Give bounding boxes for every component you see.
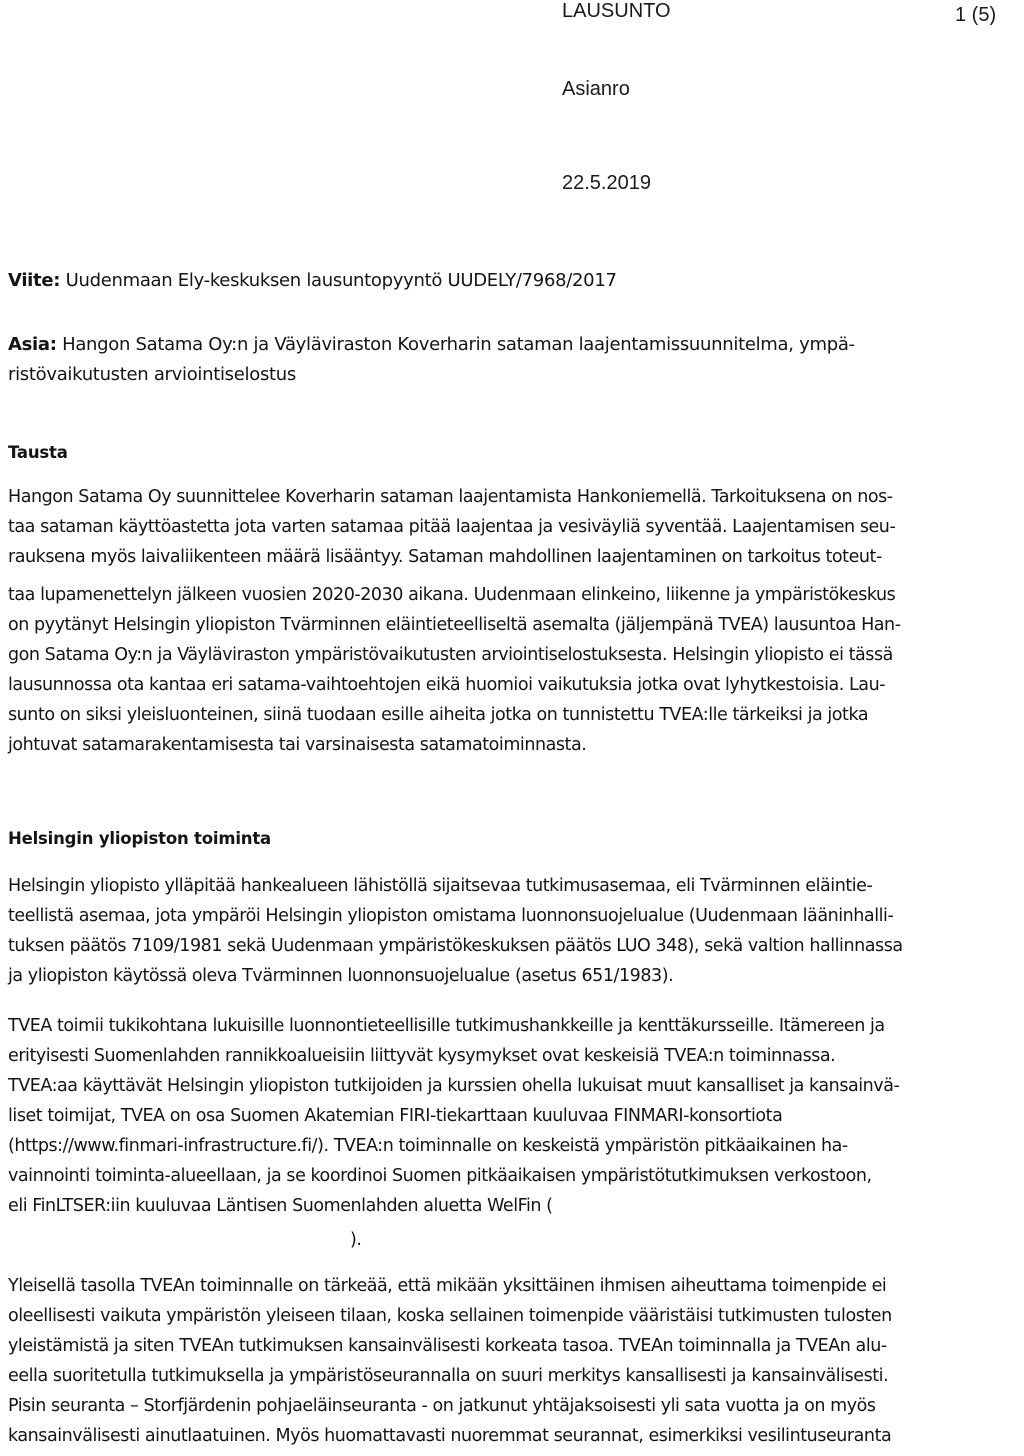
- reference-text: Uudenmaan Ely-keskuksen lausuntopyyntö UUDELY/7968/2017: [60, 270, 617, 291]
- subject-label: Asia:: [8, 334, 57, 355]
- paragraph-line: ja yliopiston käytössä oleva Tvärminnen luonnonsuojelualue (asetus 651/1983).: [8, 966, 674, 986]
- paragraph-line: tuksen päätös 7109/1981 sekä Uudenmaan ympäristökeskuksen päätös LUO 348), sekä valtion hallinnassa: [8, 936, 903, 956]
- section-heading-toiminta: Helsingin yliopiston toiminta: [8, 829, 271, 848]
- paragraph-line: rauksena myös laivaliikenteen määrä lisääntyy. Sataman mahdollinen laajentaminen on tarkoitus toteut-: [8, 547, 882, 567]
- paragraph-line: yleistämistä ja siten TVEAn tutkimuksen kansainvälisesti korkeata tasoa. TVEAn toiminnalla ja TVEAn alu-: [8, 1336, 887, 1356]
- paragraph-line: (https://www.finmari-infrastructure.fi/). TVEA:n toiminnalle on keskeistä ympäristön pitkäaikainen ha-: [8, 1136, 848, 1156]
- case-number-label: Asianro: [562, 78, 630, 100]
- paragraph-line: sunto on siksi yleisluonteinen, siinä tuodaan esille aiheita jotka on tunnistettu TVEA:lle tärkeiksi ja jotka: [8, 705, 869, 725]
- paragraph-line: eli FinLTSER:iin kuuluvaa Läntisen Suomenlahden aluetta WelFin (: [8, 1196, 553, 1216]
- reference-label: Viite:: [8, 270, 61, 291]
- paragraph-line: lausunnossa ota kantaa eri satama-vaihtoehtojen eikä huomioi vaikutuksia jotka ovat lyhytkestoisia. Lau-: [8, 675, 886, 695]
- document-date: 22.5.2019: [562, 172, 651, 194]
- reference-line: [8, 270, 617, 291]
- paragraph-line: erityisesti Suomenlahden rannikkoalueisiin liittyvät kysymykset ovat keskeisiä TVEA:n toiminnassa.: [8, 1046, 836, 1066]
- paragraph-line: teellistä asemaa, jota ympäröi Helsingin yliopiston omistama luonnonsuojelualue (Uudenmaan lääninhalli-: [8, 906, 894, 926]
- subject-line-1: [8, 334, 855, 355]
- paragraph-line: liset toimijat, TVEA on osa Suomen Akatemian FIRI-tiekarttaan kuuluvaa FINMARI-konsortiota: [8, 1106, 783, 1126]
- section-heading-tausta: Tausta: [8, 443, 68, 462]
- page-number: 1 (5): [955, 4, 997, 26]
- document-type-label: LAUSUNTO: [562, 0, 671, 22]
- paragraph-line: Hangon Satama Oy suunnittelee Koverharin sataman laajentamista Hankoniemellä. Tarkoituksena on nos-: [8, 487, 893, 507]
- paragraph-line: Helsingin yliopisto ylläpitää hankealueen lähistöllä sijaitsevaa tutkimusasemaa, eli Tvärminnen eläintie-: [8, 876, 873, 896]
- paragraph-line: TVEA toimii tukikohtana lukuisille luonnontieteellisille tutkimushankkeille ja kenttäkursseille. Itämereen ja: [8, 1016, 885, 1036]
- paragraph-line: eella suoritetulla tutkimuksella ja ympäristöseurannalla on suuri merkitys kansallisesti ja kansainvälisesti.: [8, 1366, 889, 1386]
- subject-line-2: ristövaikutusten arviointiselostus: [8, 364, 296, 385]
- paragraph-line: taa lupamenettelyn jälkeen vuosien 2020-2030 aikana. Uudenmaan elinkeino, liikenne ja ympäristökeskus: [8, 585, 896, 605]
- paragraph-line: gon Satama Oy:n ja Väyläviraston ympäristövaikutusten arviointiselostuksesta. Helsingin yliopisto ei tässä: [8, 645, 893, 665]
- paragraph-line: johtuvat satamarakentamisesta tai varsinaisesta satamatoiminnasta.: [8, 735, 587, 755]
- paragraph-line: on pyytänyt Helsingin yliopiston Tvärminnen eläintieteelliseltä asemalta (jäljempänä TVEA) lausuntoa Han-: [8, 615, 901, 635]
- paragraph-line: ).: [350, 1230, 362, 1250]
- paragraph-line: oleellisesti vaikuta ympäristön yleiseen tilaan, koska sellainen toimenpide vääristäisi tutkimusten tulosten: [8, 1306, 892, 1326]
- paragraph-line: vainnointi toiminta-alueellaan, ja se koordinoi Suomen pitkäaikaisen ympäristötutkimuksen verkostoon,: [8, 1166, 872, 1186]
- subject-text-1: Hangon Satama Oy:n ja Väyläviraston Koverharin sataman laajentamissuunnitelma, ympä-: [56, 334, 855, 355]
- paragraph-line: kansainvälisesti ainutlaatuinen. Myös huomattavasti nuoremmat seurannat, esimerkiksi vesilintuseuranta: [8, 1426, 892, 1446]
- paragraph-line: taa sataman käyttöastetta jota varten satamaa pitää laajentaa ja vesiväyliä syventää. Laajentamisen seu-: [8, 517, 896, 537]
- paragraph-line: TVEA:aa käyttävät Helsingin yliopiston tutkijoiden ja kurssien ohella lukuisat muut kansalliset ja kansainvä-: [8, 1076, 900, 1096]
- paragraph-line: Yleisellä tasolla TVEAn toiminnalle on tärkeää, että mikään yksittäinen ihmisen aiheuttama toimenpide ei: [8, 1276, 887, 1296]
- paragraph-line: Pisin seuranta – Storfjärdenin pohjaeläinseuranta - on jatkunut yhtäjaksoisesti yli sata vuotta ja on myös: [8, 1396, 876, 1416]
